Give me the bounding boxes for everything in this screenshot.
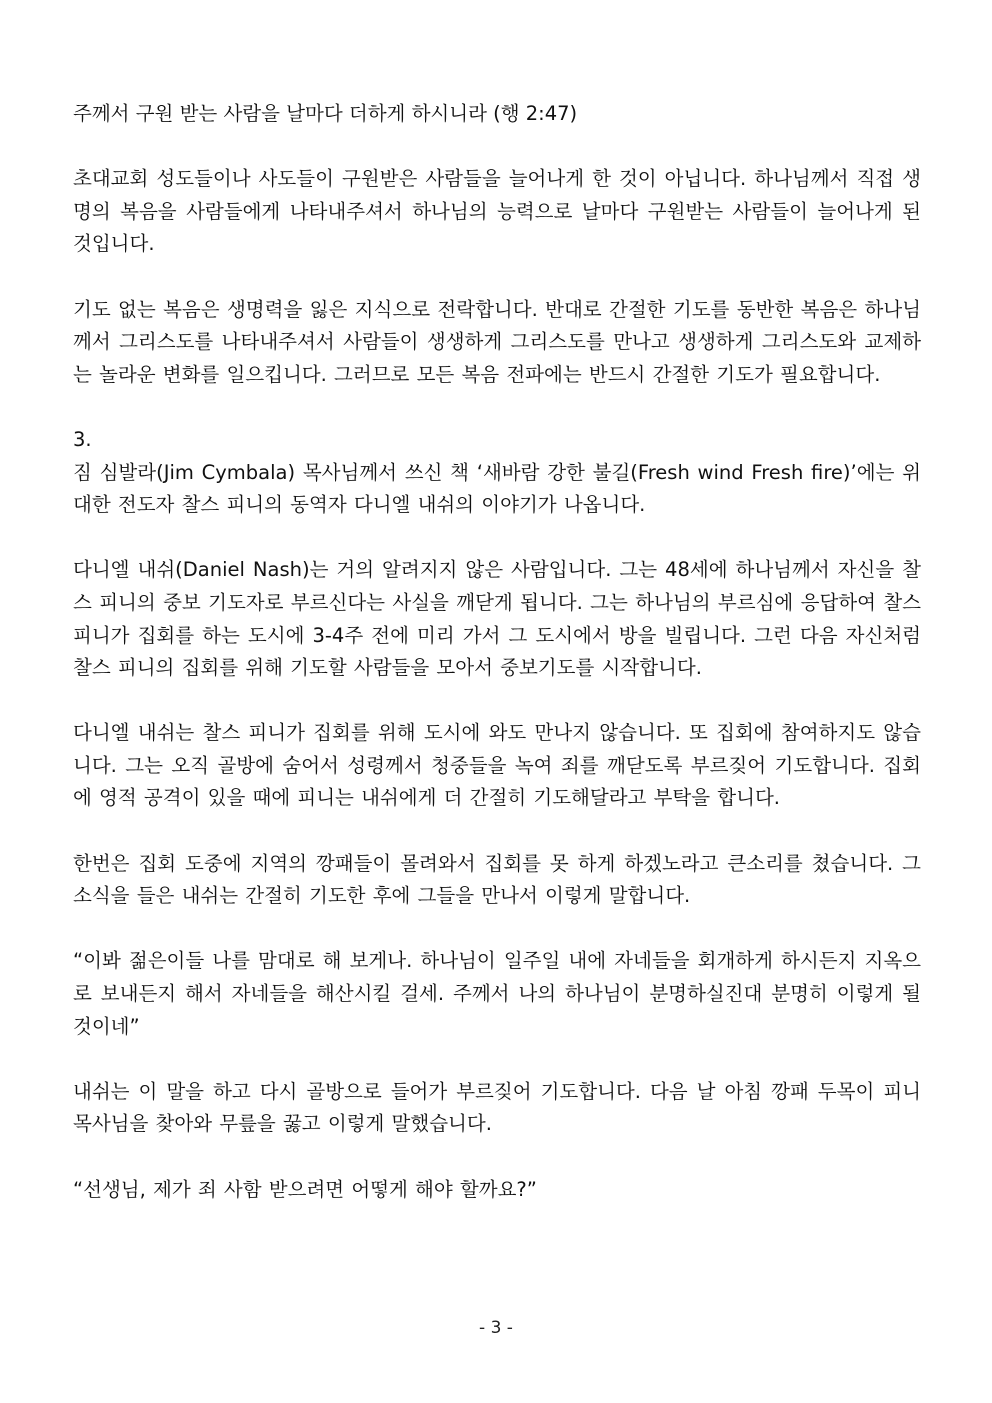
paragraph-1: 초대교회 성도들이나 사도들이 구원받은 사람들을 늘어나게 한 것이 아닙니다. 하나님께서 직접 생명의 복음을 사람들에게 나타내주셔서 하나님의 능력으로 날마다 구원받는 사람들이 늘어나게 된 것입니다. — [73, 167, 921, 256]
paragraph-7-quote: “이봐 젊은이들 나를 맘대로 해 보게나. 하나님이 일주일 내에 자네들을 회개하게 하시든지 지옥으로 보내든지 해서 자네들을 해산시킬 걸세. 주께서 나의 하나님이 분명하실진대 분명히 이렇게 될 것이네” — [73, 949, 921, 1038]
paragraph-9-quote: “선생님, 제가 죄 사함 받으려면 어떻게 해야 할까요?” — [73, 1177, 537, 1201]
spacer — [73, 1043, 921, 1076]
paragraph-5: 다니엘 내쉬는 찰스 피니가 집회를 위해 도시에 와도 만나지 않습니다. 또 집회에 참여하지도 않습니다. 그는 오직 골방에 숨어서 성령께서 청중들을 녹여 죄를 깨닫도록 부르짖어 기도합니다. 집회에 영적 공격이 있을 때에 피니는 내쉬에게 더 간절히 기도해달라고 부탁을 합니다. — [73, 721, 921, 810]
paragraph-2: 기도 없는 복음은 생명력을 잃은 지식으로 전락합니다. 반대로 간절한 기도를 동반한 복음은 하나님께서 그리스도를 나타내주셔서 사람들이 생생하게 그리스도를 만나고 생생하게 그리스도와 교제하는 놀라운 변화를 일으킵니다. 그러므로 모든 복음 전파에는 반드시 간절한 기도가 필요합니다. — [73, 297, 921, 386]
spacer — [73, 913, 921, 946]
page-number: - 3 - — [479, 1318, 513, 1338]
spacer — [73, 391, 921, 424]
paragraph-6: 한번은 집회 도중에 지역의 깡패들이 몰려와서 집회를 못 하게 하겠노라고 큰소리를 쳤습니다. 그 소식을 들은 내쉬는 간절히 기도한 후에 그들을 만나서 이렇게 말합니다. — [73, 851, 921, 908]
paragraph-3: 짐 심발라(Jim Cymbala) 목사님께서 쓰신 책 ‘새바람 강한 불길(Fresh wind Fresh fire)’에는 위대한 전도자 찰스 피니의 동역자 다니엘 내쉬의 이야기가 나옵니다. — [73, 460, 921, 517]
paragraph-8: 내쉬는 이 말을 하고 다시 골방으로 들어가 부르짖어 기도합니다. 다음 날 아침 깡패 두목이 피니 목사님을 찾아와 무릎을 꿇고 이렇게 말했습니다. — [73, 1079, 921, 1136]
section-number: 3. — [73, 427, 92, 451]
spacer — [73, 1141, 921, 1174]
paragraph-4: 다니엘 내쉬(Daniel Nash)는 거의 알려지지 않은 사람입니다. 그는 48세에 하나님께서 자신을 찰스 피니의 중보 기도자로 부르신다는 사실을 깨닫게 됩니다. 그는 하나님의 부르심에 응답하여 찰스 피니가 집회를 하는 도시에 3-4주 전에 미리 가서 그 도시에서 방을 빌립니다. 그런 다음 자신처럼 찰스 피니의 집회를 위해 기도할 사람들을 모아서 중보기도를 시작합니다. — [73, 558, 921, 680]
document-body — [73, 98, 921, 1206]
spacer — [73, 261, 921, 294]
spacer — [73, 815, 921, 848]
spacer — [73, 131, 921, 164]
spacer — [73, 522, 921, 555]
spacer — [73, 685, 921, 718]
section-heading: 주께서 구원 받는 사람을 날마다 더하게 하시니라 (행 2:47) — [73, 102, 578, 125]
